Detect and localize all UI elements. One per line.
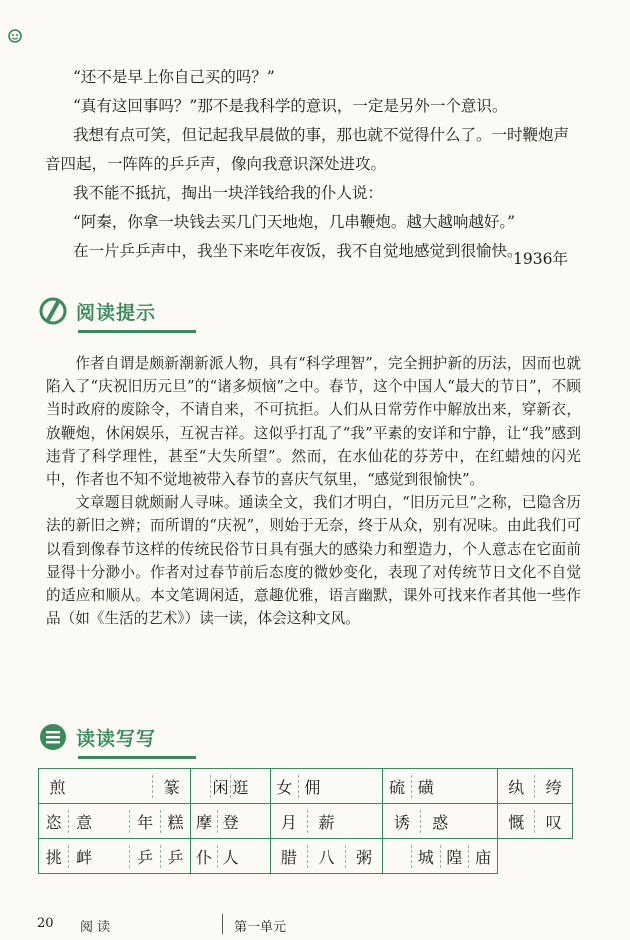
section-underline — [78, 330, 196, 333]
grid-char: 衅 — [68, 845, 98, 868]
grid-cell — [191, 804, 270, 839]
hint-paragraph: 作者自谓是颇新潮新派人物，具有“科学理智”，完全拥护新的历法，因而也就陷入了“庆祝旧历元旦”的“诸多烦恼”之中。春节，这个中国人“最大的节日”，不顾当时政府的废除令，不请自来，不可抗拒。人们从日常劳作中解放出来，穿新衣，放鞭炮，休闲娱乐，互祝吉祥。这似乎打乱了“我”平素的安详和宁静，让“我”感到违背了科学理性，甚至“大失所望”。然而，在水仙花的芬芳中，在红蜡烛的闪光中，作者也不知不觉地被带入春节的喜庆气氛里，“感觉到很愉快”。 — [46, 355, 581, 489]
grid-char: 硫 — [389, 777, 406, 797]
grid-cell — [383, 804, 498, 839]
practice-word-grid — [38, 768, 573, 874]
story-line: “阿秦，你拿一块钱去买几门天地炮，几串鞭炮。越大越响越好。” — [73, 213, 516, 231]
grid-char: 八 — [307, 845, 345, 868]
grid-cell — [191, 769, 270, 804]
reading-hint-title: 阅读提示 — [76, 301, 157, 324]
grid-cell — [39, 804, 191, 839]
grid-char: 闲 — [210, 775, 230, 798]
hint-paragraph: 文章题目就颇耐人寻味。通读全文，我们才明白，“旧历元旦”之称，已隐含历法的新旧之辨；而所谓的“庆祝”，则始于无奈，终于从众，别有况味。由此我们可以看到像春节这样的传统民俗节日具有强大的感染力和塑造力，个人意志在它面前显得十分渺小。作者对过春节前后态度的微妙变化，表现了对传统节日文化不自觉的适应和顺从。本文笔调闲适，意趣优雅，语言幽默，课外可找来作者其他一些作品（如《生活的艺术》）读一读，体会这种文风。 — [46, 494, 581, 628]
grid-char: 年 — [129, 810, 159, 833]
reading-hint-body — [46, 352, 581, 630]
grid-char: 登 — [217, 810, 243, 833]
grid-char: 隍 — [440, 845, 469, 868]
practice-title: 读读写写 — [76, 727, 157, 750]
section-label: 阅 读 — [80, 920, 111, 935]
grid-cell — [39, 839, 191, 874]
grid-char: 仆 — [195, 847, 212, 867]
page-number: 20 — [37, 916, 54, 931]
grid-char: 粥 — [345, 845, 383, 868]
page-footer — [0, 912, 630, 940]
grid-cell — [270, 769, 383, 804]
footer-divider — [222, 914, 223, 934]
grid-row — [39, 839, 573, 874]
grid-char: 腊 — [280, 847, 297, 867]
grid-cell — [191, 839, 270, 874]
unit-label: 第一单元 — [234, 920, 287, 935]
grid-cell — [270, 839, 383, 874]
grid-char: 乒 — [160, 845, 190, 868]
grid-char: 人 — [217, 845, 243, 868]
section-underline — [78, 756, 196, 759]
story-line: 我不能不抵抗，掏出一块洋钱给我的仆人说： — [73, 184, 384, 202]
grid-char: 庙 — [468, 845, 497, 868]
grid-row — [39, 804, 573, 839]
story-line: 在一片乒乒声中，我坐下来吃年夜饭，我不自觉地感觉到很愉快。 — [73, 242, 523, 260]
grid-cell — [383, 839, 498, 874]
grid-cell — [39, 769, 191, 804]
reading-hint-header — [38, 296, 156, 326]
story-line: 音四起，一阵阵的乒乒声，像向我意识深处进攻。 — [45, 155, 387, 173]
grid-cell — [383, 769, 498, 804]
grid-row — [39, 769, 573, 804]
grid-char: 诱 — [393, 812, 410, 832]
grid-char: 城 — [411, 845, 440, 868]
grid-char: 惑 — [420, 810, 458, 833]
practice-header — [38, 722, 156, 752]
grid-char: 篆 — [152, 775, 190, 798]
grid-char: 薪 — [307, 810, 345, 833]
story-line: “还不是早上你自己买的吗？” — [73, 68, 275, 86]
story-year: 1936年 — [513, 250, 568, 268]
grid-char: 女 — [276, 777, 293, 797]
grid-char: 绔 — [534, 775, 572, 798]
grid-char: 煎 — [49, 777, 66, 797]
grid-char: 乒 — [129, 845, 159, 868]
story-line: “真有这回事吗？”那不是我科学的意识，一定是另外一个意识。 — [73, 97, 508, 115]
grid-char: 月 — [280, 812, 297, 832]
grid-char: 恣 — [45, 812, 62, 832]
grid-cell — [270, 804, 383, 839]
grid-char: 挑 — [45, 847, 62, 867]
grid-char: 磺 — [411, 775, 440, 798]
grid-char: 纨 — [508, 777, 525, 797]
story-line: 我想有点可笑，但记起我早晨做的事，那也就不觉得什么了。一时鞭炮声 — [73, 126, 570, 144]
grid-char: 意 — [68, 810, 98, 833]
grid-char: 糕 — [160, 810, 190, 833]
list-lines-icon — [38, 722, 68, 752]
grid-char: 慨 — [508, 812, 525, 832]
reading-hint-icon — [38, 296, 68, 326]
grid-char: 叹 — [534, 810, 572, 833]
grid-cell — [497, 769, 572, 804]
grid-char: 摩 — [195, 812, 212, 832]
grid-char: 佣 — [298, 775, 326, 798]
grid-char: 逛 — [230, 775, 250, 798]
smiley-icon — [8, 29, 22, 43]
grid-cell — [497, 804, 572, 839]
